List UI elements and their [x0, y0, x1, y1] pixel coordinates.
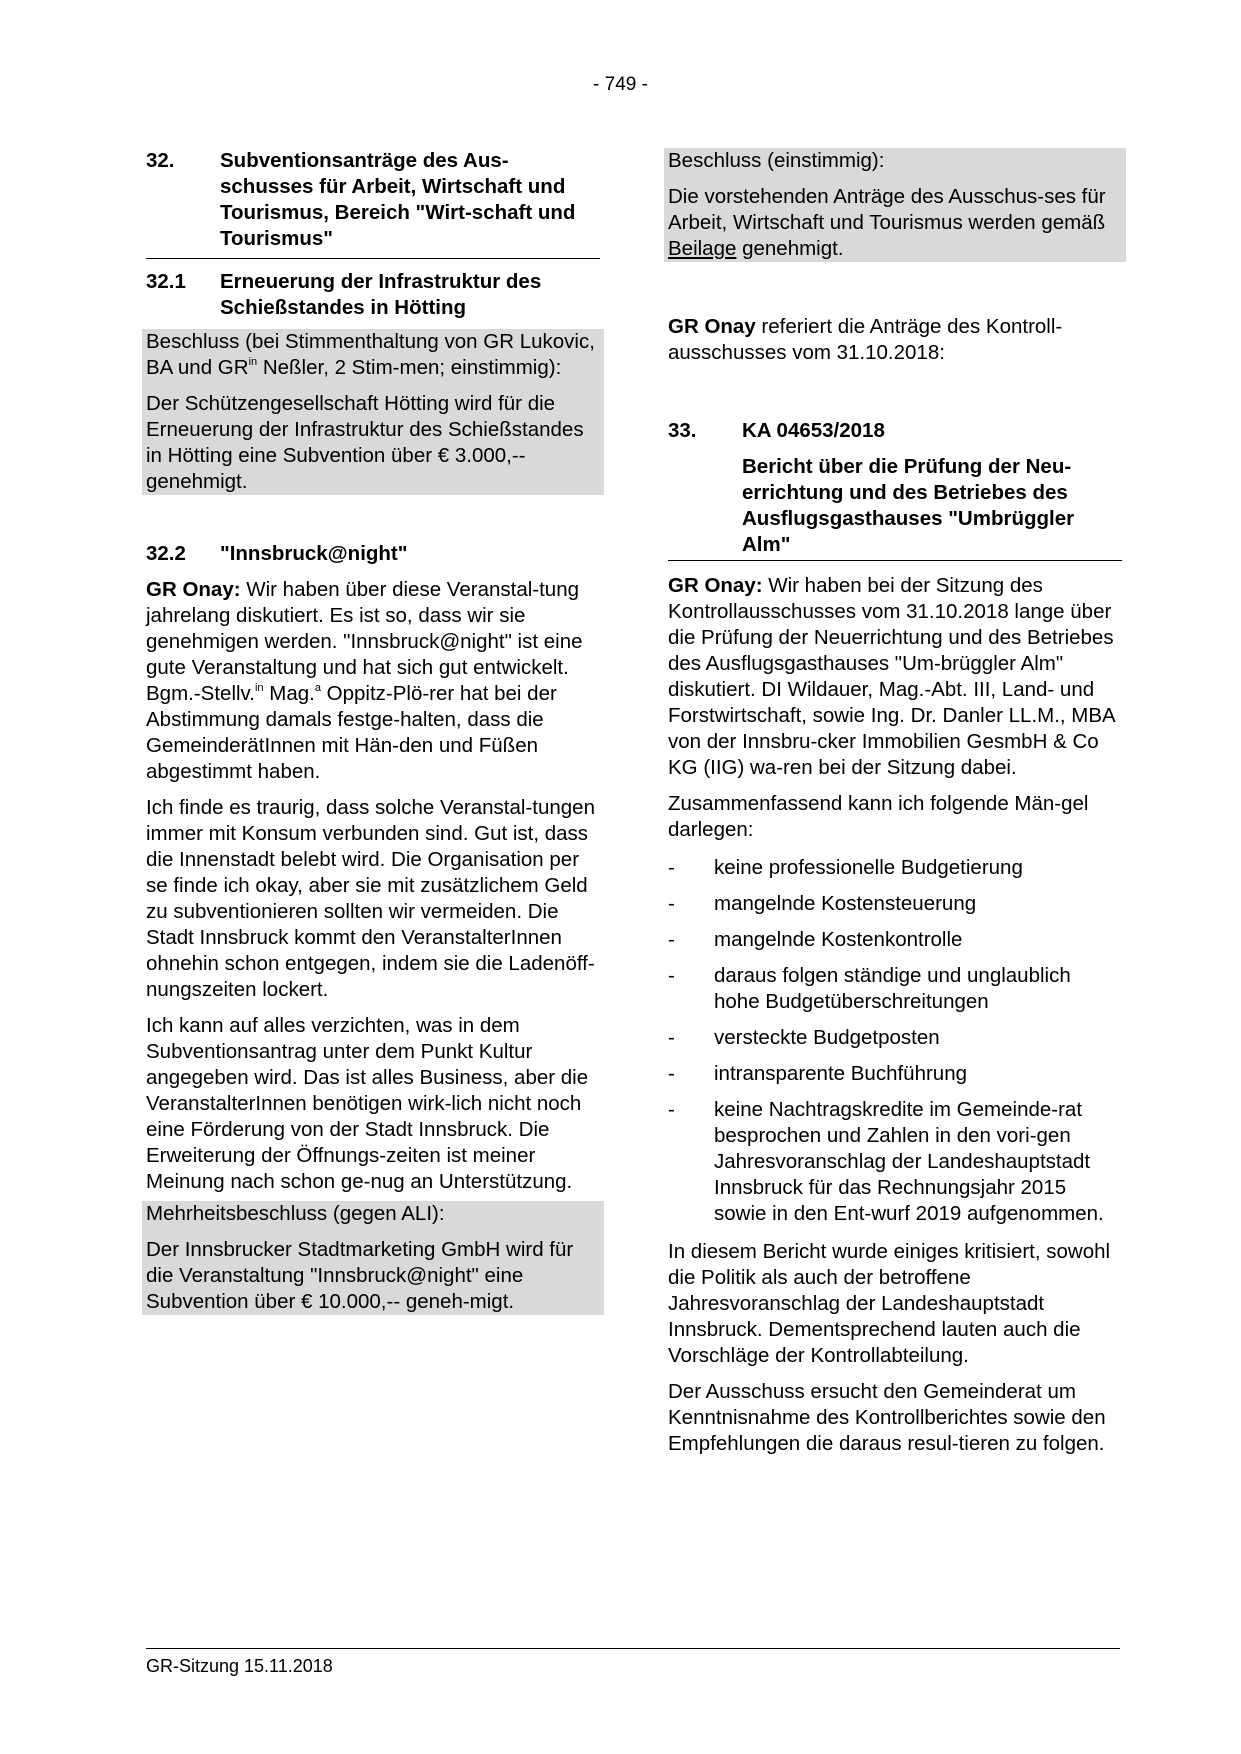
paragraph-32-2-1-c: Oppitz-Plö-rer hat bei der Abstimmung damals festge-halten, dass die GemeinderätInnen mit Hän-den und Füßen abgestimmt haben. — [146, 682, 557, 783]
decision-32 — [664, 148, 1126, 262]
defects-list — [668, 855, 1122, 1227]
decision-32-1-label — [146, 329, 600, 381]
list-item — [668, 855, 1122, 881]
paragraph-32-2-1-sup1: in — [254, 682, 264, 694]
bullet-dash: - — [668, 1098, 675, 1121]
list-item — [668, 927, 1122, 953]
list-item — [668, 963, 1122, 1015]
speaker-name: GR Onay — [668, 315, 756, 338]
paragraph-33-2: Zusammenfassend kann ich folgende Män-gel darlegen: — [668, 792, 1089, 841]
list-item-text: daraus folgen ständige und unglaublich hohe Budgetüberschreitungen — [714, 964, 1071, 1013]
right-column — [668, 148, 1122, 1457]
decision-32-2 — [142, 1201, 604, 1315]
bullet-dash: - — [668, 964, 675, 987]
decision-32-1 — [142, 329, 604, 495]
list-item-text: intransparente Buchführung — [714, 1062, 968, 1085]
paragraph-33-1-text: Wir haben bei der Sitzung des Kontrollausschusses vom 31.10.2018 lange über die Prüfung der Neuerrichtung und des Betriebes des Ausflugsgasthauses "Um-brüggler Alm" diskutiert. DI Wildauer, Mag.-Abt. III, Land- und Forstwirtschaft, sowie Ing. Dr. Danler LL.M., MBA von der Innsbru-cker Immobilien GesmbH & Co KG (IIG) wa-ren bei der Sitzung dabei. — [668, 574, 1115, 779]
decision-32-text — [668, 184, 1122, 262]
paragraph-32-2-3: Ich kann auf alles verzichten, was in dem Subventionsantrag unter dem Punkt Kultur angegeben wird. Das ist alles Business, aber die VeranstalterInnen benötigen wirk-lich nicht noch eine Förderung von der Stadt Innsbruck. Die Erweiterung der Öffnungs-zeiten ist meiner Meinung nach schon ge-nug an Unterstützung. — [146, 1014, 589, 1193]
bullet-dash: - — [668, 856, 675, 879]
paragraph-32-2-1 — [146, 577, 600, 785]
section-32-1-number: 32.1 — [146, 270, 186, 293]
list-item-text: mangelnde Kostenkontrolle — [714, 928, 963, 951]
paragraph-32-2-1-sup2: a — [314, 682, 321, 694]
paragraph-32-2-1-b: Mag. — [263, 682, 315, 705]
list-item-text: keine professionelle Budgetierung — [714, 856, 1023, 879]
section-33-code-row — [668, 418, 1122, 444]
left-column — [146, 148, 600, 1315]
bullet-dash: - — [668, 928, 675, 951]
footer-text: GR-Sitzung 15.11.2018 — [146, 1656, 333, 1676]
intro-text: referiert die Anträge des Kontroll-ausschusses vom 31.10.2018: — [668, 315, 1063, 364]
section-33-code: KA 04653/2018 — [742, 419, 885, 442]
paragraph-32-2-1-a: Wir haben über diese Veranstal-tung jahrelang diskutiert. Es ist so, dass wir sie genehmigen werden. "Innsbruck@night" ist eine gute Veranstaltung und hat sich gut entwickelt. Bgm.-Stellv. — [146, 578, 583, 705]
page-number: - 749 - — [593, 74, 648, 95]
section-32-2-title: "Innsbruck@night" — [220, 542, 408, 565]
section-33-number: 33. — [668, 419, 697, 442]
paragraph-33-3: In diesem Bericht wurde einiges kritisiert, sowohl die Politik als auch der betroffene Jahresvoranschlag der Landeshauptstadt Innsbruck. Dementsprechend lauten auch die Vorschläge der Kontrollabteilung. — [668, 1240, 1111, 1367]
section-32-title: Subventionsanträge des Aus-schusses für Arbeit, Wirtschaft und Tourismus, Bereich "Wirt-schaft und Tourismus" — [220, 149, 576, 250]
section-32-number: 32. — [146, 149, 175, 172]
section-32-2-number: 32.2 — [146, 542, 186, 565]
paragraph-33-4: Der Ausschuss ersucht den Gemeinderat um Kenntnisnahme des Kontrollberichtes sowie den Empfehlungen die daraus resul-tieren zu folgen. — [668, 1380, 1106, 1455]
bullet-dash: - — [668, 892, 675, 915]
section-32-2-heading — [146, 541, 600, 567]
decision-32-2-label: Mehrheitsbeschluss (gegen ALI): — [146, 1202, 445, 1225]
decision-32-text-b: genehmigt. — [736, 237, 844, 260]
footer-divider — [146, 1648, 1120, 1649]
intro-paragraph — [668, 314, 1122, 366]
section-33-title: Bericht über die Prüfung der Neu-errichtung und des Betriebes des Ausflugsgasthauses "Umbrüggler Alm" — [742, 455, 1075, 556]
section-32-heading — [146, 148, 600, 259]
speaker-name: GR Onay: — [146, 578, 241, 601]
bullet-dash: - — [668, 1026, 675, 1049]
bullet-dash: - — [668, 1062, 675, 1085]
decision-32-1-label-a: Beschluss (bei Stimmenthaltung von GR Lukovic, BA und GR — [146, 330, 595, 379]
decision-32-2-text: Der Innsbrucker Stadtmarketing GmbH wird für die Veranstaltung "Innsbruck@night" eine Subvention über € 10.000,-- geneh-migt. — [146, 1238, 574, 1313]
list-item — [668, 1097, 1122, 1227]
list-item-text: mangelnde Kostensteuerung — [714, 892, 977, 915]
beilage-link[interactable]: Beilage — [668, 237, 737, 260]
speaker-name: GR Onay: — [668, 574, 763, 597]
list-item-text: keine Nachtragskredite im Gemeinde-rat besprochen und Zahlen in den vori-gen Jahresvoranschlag der Landeshauptstadt Innsbruck für das Rechnungsjahr 2015 sowie in den Ent-wurf 2019 aufgenommen. — [714, 1098, 1104, 1225]
section-33-heading — [668, 454, 1122, 561]
list-item — [668, 891, 1122, 917]
decision-32-text-a: Die vorstehenden Anträge des Ausschus-ses für Arbeit, Wirtschaft und Tourismus werden gemäß — [668, 185, 1106, 234]
list-item — [668, 1025, 1122, 1051]
section-32-1-title: Erneuerung der Infrastruktur des Schießstandes in Hötting — [220, 270, 542, 319]
list-item-text: versteckte Budgetposten — [714, 1026, 940, 1049]
paragraph-33-1 — [668, 573, 1122, 781]
decision-32-1-text: Der Schützengesellschaft Hötting wird für die Erneuerung der Infrastruktur des Schießstandes in Hötting eine Subvention über € 3.000,-- genehmigt. — [146, 392, 584, 493]
decision-32-1-label-sup: in — [248, 356, 258, 368]
decision-32-label: Beschluss (einstimmig): — [668, 149, 885, 172]
section-32-1-heading — [146, 269, 600, 321]
list-item — [668, 1061, 1122, 1087]
paragraph-32-2-2: Ich finde es traurig, dass solche Veranstal-tungen immer mit Konsum verbunden sind. Gut ist, dass die Innenstadt belebt wird. Die Organisation per se finde ich okay, aber sie mit zusätzlichem Geld zu subventionieren sollten wir vermeiden. Die Stadt Innsbruck kommt den VeranstalterInnen ohnehin schon entgegen, indem sie die Ladenöff-nungszeiten lockert. — [146, 796, 595, 1001]
decision-32-1-label-b: Neßler, 2 Stim-men; einstimmig): — [257, 356, 562, 379]
